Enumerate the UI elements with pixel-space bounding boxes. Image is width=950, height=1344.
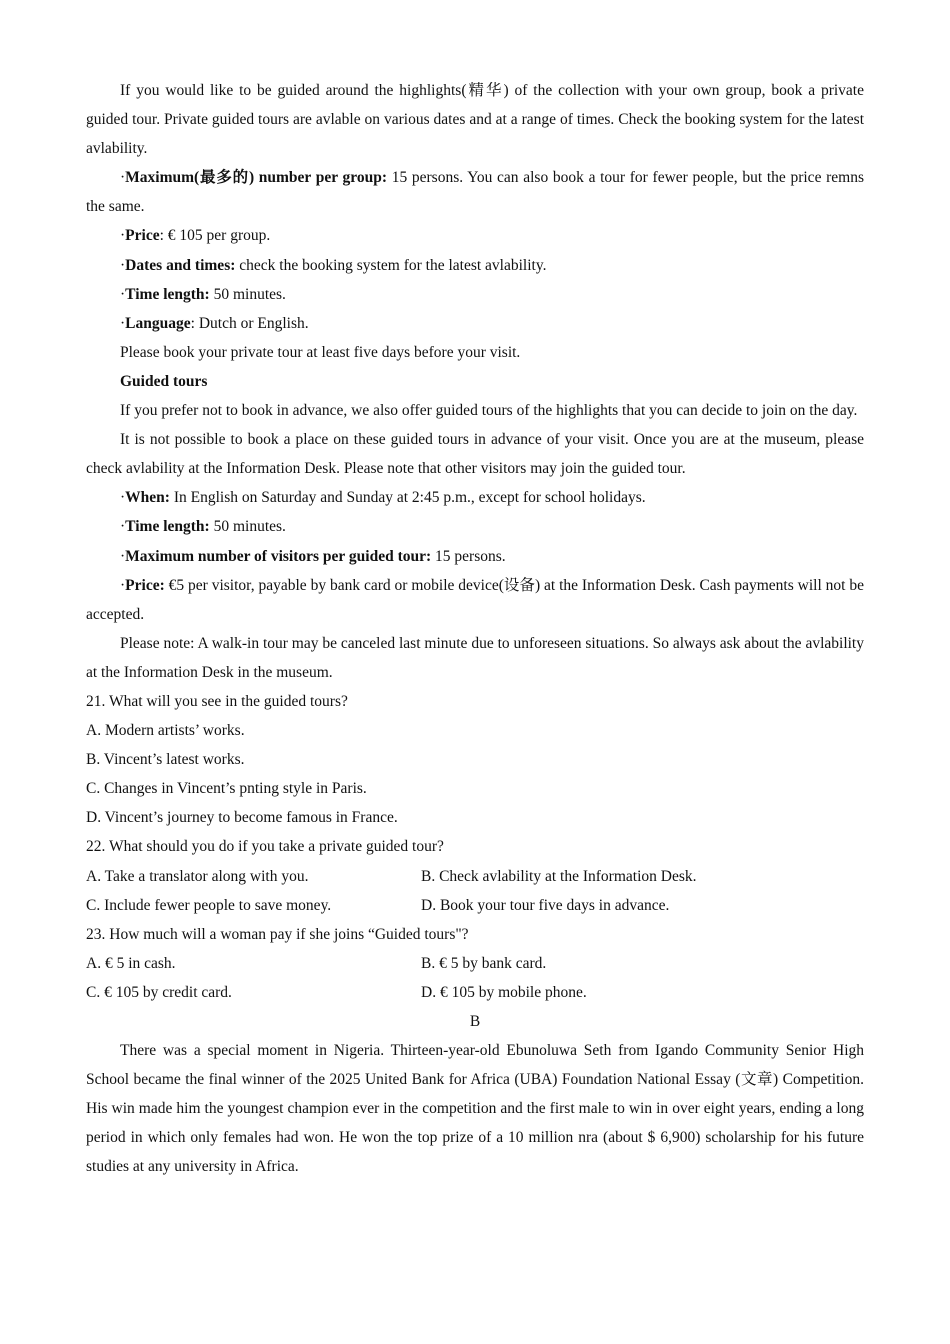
private-tour-intro: If you would like to be guided around the highlights(精华) of the collection with your own group, book a private guided tour. Private guided tours are avlable on various dates and at a range of times. Check the booking system for the latest avlability. — [86, 82, 864, 158]
item-text: : Dutch or English. — [190, 314, 309, 332]
question-21-option-d: D. Vincent’s journey to become famous in France. — [86, 809, 398, 827]
guided-tours-heading: Guided tours — [120, 372, 208, 390]
question-23-option-b: B. € 5 by bank card. — [421, 954, 547, 972]
private-tour-item-language — [86, 309, 864, 338]
question-21-option-b: B. Vincent’s latest works. — [86, 751, 245, 769]
question-22-stem: 22. What should you do if you take a private guided tour? — [86, 838, 444, 856]
item-label: When: — [125, 489, 170, 507]
question-23-stem: 23. How much will a woman pay if she joins “Guided tours"? — [86, 925, 469, 943]
bullet: · — [120, 489, 126, 507]
item-label: Dates and times: — [125, 256, 236, 274]
question-22-options-row-2 — [86, 891, 864, 920]
bullet: · — [120, 518, 126, 536]
question-21-option-a: A. Modern artists’ works. — [86, 722, 245, 740]
guided-tours-para1: If you prefer not to book in advance, we also offer guided tours of the highlights that you can decide to join on the day. — [120, 402, 858, 420]
bullet: · — [120, 314, 126, 332]
item-label: Time length: — [125, 518, 210, 536]
private-tour-note: Please book your private tour at least five days before your visit. — [120, 343, 521, 361]
bullet: · — [120, 169, 126, 187]
question-22-options-row-1 — [86, 862, 864, 891]
question-22-option-a: A. Take a translator along with you. — [86, 867, 309, 885]
private-tour-item-dates — [86, 251, 864, 280]
guided-tours-note: Please note: A walk-in tour may be canceled last minute due to unforeseen situations. So always ask about the avlability at the Information Desk in the museum. — [86, 634, 864, 681]
document-page — [86, 76, 864, 1182]
question-23-options-row-1 — [86, 949, 864, 978]
bullet: · — [120, 227, 126, 245]
bullet: · — [120, 256, 126, 274]
question-23-option-d: D. € 105 by mobile phone. — [421, 983, 587, 1001]
question-22-option-b: B. Check avlability at the Information Desk. — [421, 867, 697, 885]
item-label: Maximum(最多的) number per group: — [125, 169, 388, 187]
guided-tours-item-length — [86, 512, 864, 541]
private-tour-item-price — [86, 221, 864, 250]
bullet: · — [120, 285, 126, 303]
item-text: 15 persons. — [431, 547, 506, 565]
guided-tours-item-price — [86, 571, 864, 629]
question-23-option-c: C. € 105 by credit card. — [86, 983, 232, 1001]
item-label: Price — [125, 227, 160, 245]
question-23-options-row-2 — [86, 978, 864, 1007]
item-text: : € 105 per group. — [159, 227, 271, 245]
private-tour-item-length — [86, 280, 864, 309]
bullet: · — [120, 576, 126, 594]
question-21-stem: 21. What will you see in the guided tours? — [86, 692, 348, 710]
item-label: Price: — [125, 576, 165, 594]
item-label: Time length: — [125, 285, 210, 303]
question-22-option-c: C. Include fewer people to save money. — [86, 896, 332, 914]
item-text: check the booking system for the latest avlability. — [235, 256, 547, 274]
guided-tours-para2: It is not possible to book a place on these guided tours in advance of your visit. Once you are at the museum, please check avlability at the Information Desk. Please note that other visitors may join the guided tour. — [86, 431, 864, 478]
item-label: Language — [125, 314, 191, 332]
guided-tours-item-when — [86, 483, 864, 512]
private-tour-item-max — [86, 163, 864, 221]
guided-tours-item-max — [86, 542, 864, 571]
item-text: 50 minutes. — [209, 518, 286, 536]
question-23-option-a: A. € 5 in cash. — [86, 954, 176, 972]
item-text: 50 minutes. — [209, 285, 286, 303]
item-label: Maximum number of visitors per guided tour: — [125, 547, 432, 565]
section-b-label: B — [469, 1013, 481, 1030]
item-text: In English on Saturday and Sunday at 2:45 p.m., except for school holidays. — [169, 489, 646, 507]
item-text: 15 persons. You can also book a tour for fewer people, but the price remns the same. — [86, 169, 865, 216]
question-21-option-c: C. Changes in Vincent’s pnting style in Paris. — [86, 780, 367, 798]
question-22-option-d: D. Book your tour five days in advance. — [421, 896, 670, 914]
section-b-paragraph: There was a special moment in Nigeria. Thirteen-year-old Ebunoluwa Seth from Igando Community Senior High School became the final winner of the 2025 United Bank for Africa (UBA) Foundation National Essay (文章) Competition. His win made him the youngest champion ever in the competition and the first male to win in over eight years, ending a long period in which only females had won. He won the top prize of a 10 million nra (about $ 6,900) scholarship for his future studies at any university in Africa. — [86, 1042, 864, 1176]
item-text: €5 per visitor, payable by bank card or mobile device(设备) at the Information Desk. Cash payments will not be accepted. — [86, 576, 864, 623]
bullet: · — [120, 547, 126, 565]
